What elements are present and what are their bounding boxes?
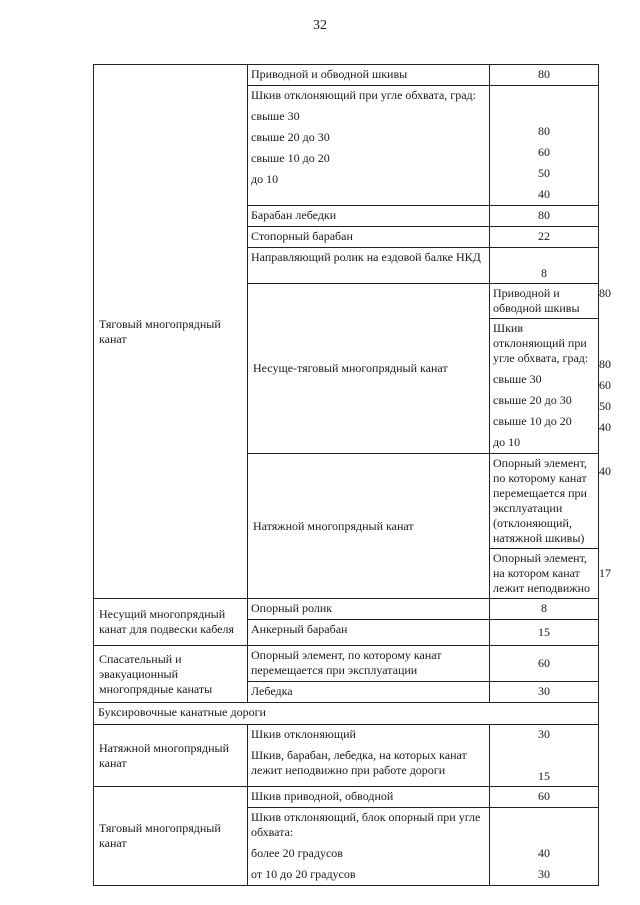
value-cell — [490, 808, 599, 886]
value-cell: 60 — [490, 646, 599, 682]
rope-type-cell: Натяжной многопрядный канат — [94, 725, 248, 787]
table-row: Шкив отклоняющий при угле обхвата, град: свыше 30 свыше 20 до 30 свыше 10 до 20 до 10 80 60 50 40 — [94, 319, 599, 454]
element-cell: Барабан лебедки — [248, 206, 490, 227]
page-number: 32 — [313, 18, 327, 33]
sub-item: Шкив отклоняющий — [251, 727, 356, 741]
sub-item: до 10 — [251, 172, 279, 186]
rope-type-cell: Тяговый многопрядный канат — [94, 787, 248, 886]
sub-item: Шкив, барабан, лебедка, на которых канат лежит неподвижно при работе дороги — [251, 748, 467, 777]
value-cell — [490, 86, 599, 206]
sub-item: до 10 — [493, 435, 521, 449]
value-cell — [490, 725, 599, 787]
table-row — [94, 646, 599, 682]
sub-value: 40 — [538, 846, 550, 860]
element-cell — [490, 319, 599, 454]
section-title: Буксировочные канатные дороги — [94, 703, 599, 725]
sub-heading: Шкив отклоняющий при угле обхвата, град: — [493, 321, 589, 365]
value-cell: 8 — [490, 248, 599, 284]
diameter-ratio-table — [93, 64, 611, 886]
sub-value: 30 — [538, 727, 550, 741]
rope-type-cell: Несуще-тяговый многопрядный канат — [248, 284, 490, 454]
element-cell: Приводной и обводной шкивы — [490, 284, 599, 319]
sub-item: более 20 градусов — [251, 846, 343, 860]
table-row: Натяжной многопрядный канат Опорный элемент, по которому канат перемещается при эксплуатации (отклоняющий, натяжной шкивы) 40 — [94, 454, 599, 549]
value-cell: 15 — [490, 620, 599, 646]
element-cell: Опорный ролик — [248, 599, 490, 620]
sub-item: свыше 30 — [493, 372, 542, 386]
element-cell: Анкерный барабан — [248, 620, 490, 646]
element-cell — [248, 725, 490, 787]
value-cell: 60 — [490, 787, 599, 808]
element-cell: Шкив приводной, обводной — [248, 787, 490, 808]
table-row — [94, 787, 599, 808]
sub-item: свыше 20 до 30 — [493, 393, 572, 407]
sub-item: свыше 10 до 20 — [251, 151, 330, 165]
rope-type-cell: Спасательный и эвакуационный многопрядные канаты — [94, 646, 248, 703]
element-cell — [248, 808, 490, 886]
value-cell: 30 — [490, 682, 599, 703]
table-row — [94, 599, 599, 620]
element-cell: Направляющий ролик на ездовой балке НКД — [248, 248, 490, 284]
sub-value: 50 — [538, 166, 550, 180]
value-cell: 80 — [490, 65, 599, 86]
element-cell: Опорный элемент, по которому канат перемещается при эксплуатации — [248, 646, 490, 682]
sub-value: 80 — [538, 124, 550, 138]
element-cell: Опорный элемент, по которому канат перемещается при эксплуатации (отклоняющий, натяжной шкивы) — [490, 454, 599, 549]
sub-value: 40 — [538, 187, 550, 201]
value-cell: 8 — [490, 599, 599, 620]
sub-heading: Шкив отклоняющий, блок опорный при угле обхвата: — [251, 810, 481, 839]
value-cell: 80 — [490, 206, 599, 227]
sub-value: 60 — [538, 145, 550, 159]
table-row: Опорный элемент, на котором канат лежит неподвижно 17 — [94, 549, 599, 599]
sub-value: 30 — [538, 867, 550, 881]
element-cell: Опорный элемент, на котором канат лежит неподвижно — [490, 549, 599, 599]
sub-item: свыше 20 до 30 — [251, 130, 330, 144]
sub-item: свыше 10 до 20 — [493, 414, 572, 428]
rope-type-cell: Несущий многопрядный канат для подвески кабеля — [94, 599, 248, 646]
rope-type-cell: Тяговый многопрядный канат — [94, 65, 248, 599]
element-cell — [248, 86, 490, 206]
sub-heading: Шкив отклоняющий при угле обхвата, град: — [251, 88, 476, 102]
value-cell: 22 — [490, 227, 599, 248]
rope-type-cell: Натяжной многопрядный канат — [248, 454, 490, 599]
element-cell: Стопорный барабан — [248, 227, 490, 248]
table-row: Несуще-тяговый многопрядный канат Приводной и обводной шкивы 80 — [94, 284, 599, 319]
table-row — [94, 65, 599, 86]
sub-item: свыше 30 — [251, 109, 300, 123]
section-row — [94, 703, 599, 725]
element-cell: Приводной и обводной шкивы — [248, 65, 490, 86]
sub-item: от 10 до 20 градусов — [251, 867, 356, 881]
sub-value: 15 — [538, 769, 550, 783]
element-cell: Лебедка — [248, 682, 490, 703]
table-row — [94, 725, 599, 787]
